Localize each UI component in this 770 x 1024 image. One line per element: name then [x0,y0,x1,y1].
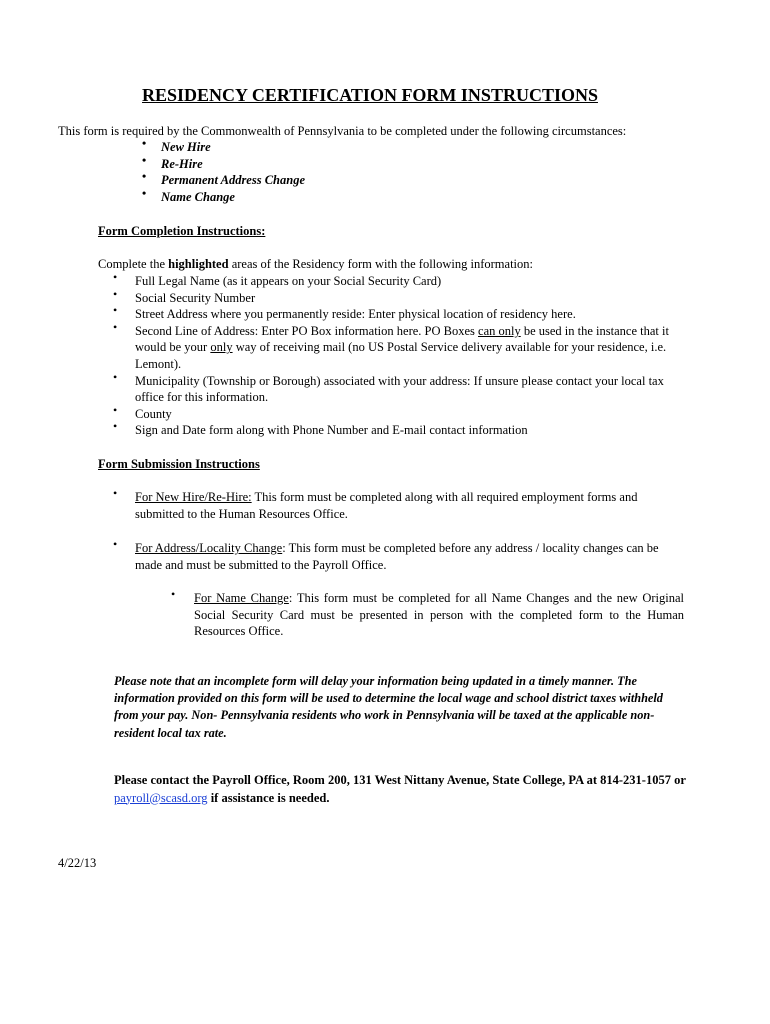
bullet-icon: • [113,303,118,318]
bullet-icon: • [142,152,147,167]
delay-note: Please note that an incomplete form will delay your information being updated in a timely manner. The information provided on this form will be used to determine the local wage and school district taxes withheld from your pay. Non- Pennsylvania residents who work in Pennsylvania will be taxed at the applicable non-resident local tax rate. [114,674,663,740]
list-item: • Sign and Date form along with Phone Number and E-mail contact information [113,419,528,438]
list-item: • Street Address where you permanently reside: Enter physical location of residency here. [113,303,576,322]
list-item: • Re-Hire [142,152,203,171]
contact-info: Please contact the Payroll Office, Room 200, 131 West Nittany Avenue, State College, PA at 814-231-1057 or payroll@scasd.org if assistance is needed. [114,773,686,805]
completion-lead: Complete the highlighted areas of the Residency form with the following information: [98,257,533,271]
list-item: • Full Legal Name (as it appears on your Social Security Card) [113,270,442,288]
page-title: RESIDENCY CERTIFICATION FORM INSTRUCTIONS [142,85,598,105]
list-item: • Social Security Number [113,286,256,305]
bullet-icon: • [113,402,118,417]
bullet-icon: • [113,369,118,384]
list-item: • Municipality (Township or Borough) associated with your address: If unsure please contact your local tax office for this information. [113,369,664,405]
completion-list [113,270,695,439]
list-item: • Permanent Address Change [142,169,306,188]
bullet-icon: • [113,419,118,434]
bullet-icon: • [142,169,147,184]
bullet-icon: • [113,286,118,301]
completion-heading: Form Completion Instructions: [98,224,266,238]
list-item: • New Hire [142,136,211,154]
bullet-icon: • [113,537,118,551]
submission-item-address: • For Address/Locality Change: This form must be completed before any address / locality changes can be made and must be submitted to the Payroll Office. [113,537,659,572]
intro-text: This form is required by the Commonwealth of Pennsylvania to be completed under the following circumstances: [58,124,627,138]
list-item: • Second Line of Address: Enter PO Box information here. PO Boxes can only be used in the instance that it would be your only way of receiving mail (no US Postal Service delivery available for your residence, i.e. Lemont). [113,319,669,371]
bullet-icon: • [142,185,147,200]
list-item: • County [113,402,172,421]
bullet-icon: • [171,587,176,601]
bullet-icon: • [113,486,118,500]
revision-date: 4/22/13 [58,856,97,870]
list-item: • Name Change [142,185,235,204]
email-link[interactable]: payroll@scasd.org [114,790,208,805]
bullet-icon: • [113,319,118,334]
bullet-icon: • [142,136,147,150]
submission-item-new-hire: • For New Hire/Re-Hire: This form must be completed along with all required employment forms and submitted to the Human Resources Office. [113,486,638,521]
circumstance-list [142,136,306,205]
bullet-icon: • [113,270,118,284]
submission-item-name-change: • For Name Change: This form must be completed for all Name Changes and the new Original Social Security Card must be presented in person with the completed form to the Human Resources Office. [171,587,684,639]
submission-heading: Form Submission Instructions [98,457,260,471]
